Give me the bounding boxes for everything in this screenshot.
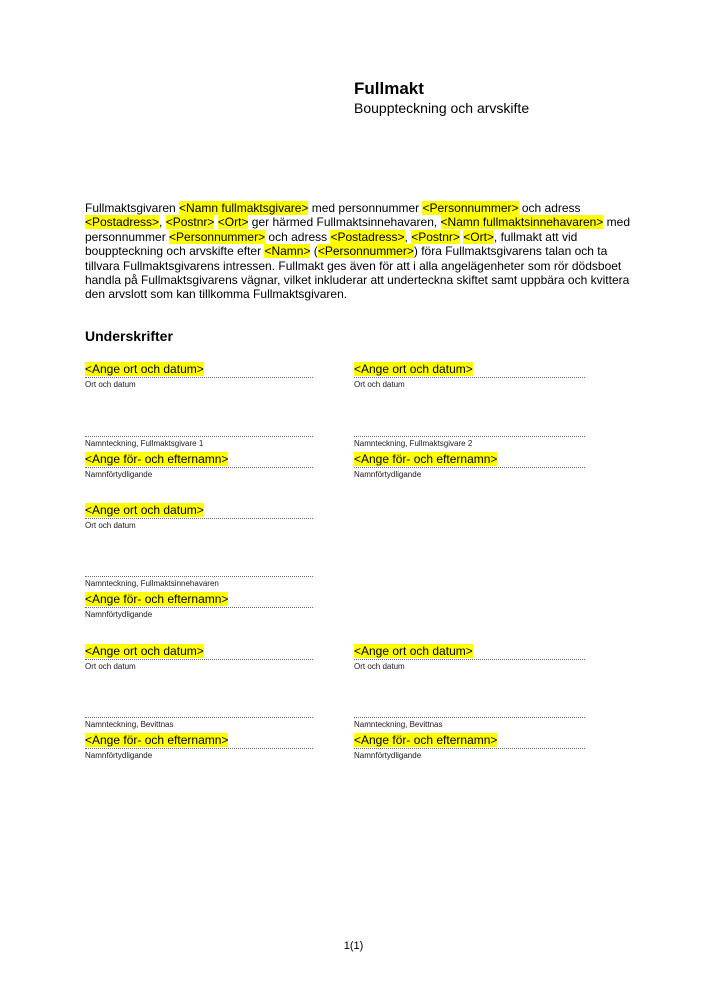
body-text-segment: ) föra Fullmaktsgivarens talan och ta tillvara Fullmaktsgivarens intressen. Fullmakt ges även för att i alla angelägenheter som rör dödsboet handla på Fullmaktsgivarens vägnar, vilket inkluderar att underteckna skiftet samt uppbära och kvittera den arvslott som kan tillkomma Fullmaktsgivaren. bbox=[85, 244, 630, 302]
page-number: 1(1) bbox=[343, 940, 364, 952]
field-label: Namnteckning, Bevittnas bbox=[354, 720, 443, 729]
field-label: Namnförtydligande bbox=[85, 751, 153, 760]
name-clarification-line bbox=[85, 592, 313, 608]
body-text-segment: ( bbox=[310, 244, 318, 259]
placeholder-highlight[interactable]: <Ange för- och efternamn> bbox=[85, 592, 229, 606]
field-label: Ort och datum bbox=[85, 380, 136, 389]
body-text-segment: och adress bbox=[265, 229, 331, 244]
field-label: Namnförtydligande bbox=[85, 470, 153, 479]
signature-line bbox=[85, 436, 313, 437]
signature-line bbox=[354, 717, 585, 718]
placeholder-highlight[interactable]: <Ange ort och datum> bbox=[85, 362, 204, 376]
name-clarification-line bbox=[85, 733, 313, 749]
placeholder-highlight[interactable]: <Ange ort och datum> bbox=[354, 644, 473, 658]
signature-field-date-givare-1 bbox=[85, 362, 313, 389]
signature-field-name-vittne-2 bbox=[354, 717, 585, 760]
name-clarification-line bbox=[85, 452, 313, 468]
signature-field-name-innehavare bbox=[85, 576, 313, 619]
signature-field-date-innehavare bbox=[85, 503, 313, 530]
placeholder-highlight[interactable]: <Ort> bbox=[463, 229, 494, 244]
field-label: Ort och datum bbox=[85, 662, 136, 671]
placeholder-highlight[interactable]: <Ange ort och datum> bbox=[85, 503, 204, 517]
placeholder-highlight[interactable]: <Ange ort och datum> bbox=[85, 644, 204, 658]
signature-field-date-vittne-2 bbox=[354, 644, 585, 671]
field-label: Namnteckning, Fullmaktsinnehavaren bbox=[85, 579, 219, 588]
placeholder-highlight[interactable]: <Personnummer> bbox=[317, 244, 414, 259]
field-label: Namnteckning, Bevittnas bbox=[85, 720, 174, 729]
placeholder-highlight[interactable]: <Personnummer> bbox=[422, 201, 519, 215]
field-label: Namnförtydligande bbox=[354, 751, 422, 760]
document-title: Fullmakt bbox=[354, 79, 424, 98]
placeholder-highlight[interactable]: <Postadress> bbox=[85, 215, 160, 230]
body-text-segment: , bbox=[404, 229, 412, 244]
placeholder-highlight[interactable]: <Namn> bbox=[264, 244, 311, 259]
signature-field-date-givare-2 bbox=[354, 362, 585, 389]
signature-line bbox=[354, 362, 585, 378]
body-text-segment: och adress bbox=[518, 201, 581, 215]
placeholder-highlight[interactable]: <Ange för- och efternamn> bbox=[354, 733, 498, 747]
signature-line bbox=[85, 503, 313, 519]
field-label: Ort och datum bbox=[354, 380, 405, 389]
signature-line bbox=[354, 644, 585, 660]
placeholder-highlight[interactable]: <Ange för- och efternamn> bbox=[354, 452, 498, 466]
field-label: Ort och datum bbox=[85, 521, 136, 530]
field-label: Namnteckning, Fullmaktsgivare 2 bbox=[354, 439, 473, 448]
signature-line bbox=[85, 717, 313, 718]
body-text-segment: ger härmed Fullmaktsinnehavaren, bbox=[248, 215, 441, 230]
placeholder-highlight[interactable]: <Ort> bbox=[217, 215, 249, 230]
underskrifter-heading: Underskrifter bbox=[85, 328, 173, 344]
signature-line bbox=[85, 576, 313, 577]
placeholder-highlight[interactable]: <Postnr> bbox=[411, 229, 460, 244]
name-clarification-line bbox=[354, 452, 585, 468]
placeholder-highlight[interactable]: <Ange för- och efternamn> bbox=[85, 733, 229, 747]
field-label: Namnförtydligande bbox=[85, 610, 153, 619]
body-text-segment: , bbox=[159, 215, 166, 230]
body-text-segment: med personnummer bbox=[85, 215, 630, 244]
body-text-segment: Fullmaktsgivaren bbox=[85, 201, 180, 215]
signature-line bbox=[354, 436, 585, 437]
placeholder-highlight[interactable]: <Ange ort och datum> bbox=[354, 362, 473, 376]
signature-line bbox=[85, 644, 313, 660]
body-text-segment: , fullmakt att vid bouppteckning och arvskifte efter bbox=[85, 229, 578, 259]
document-header bbox=[354, 78, 529, 117]
placeholder-highlight[interactable]: <Namn fullmaktsinnehavaren> bbox=[440, 215, 604, 230]
placeholder-highlight[interactable]: <Personnummer> bbox=[169, 229, 266, 244]
signature-line bbox=[85, 362, 313, 378]
body-text-segment: med personnummer bbox=[308, 201, 423, 215]
body-paragraph bbox=[85, 201, 635, 302]
placeholder-highlight[interactable]: <Postnr> bbox=[165, 215, 215, 230]
signature-field-date-vittne-1 bbox=[85, 644, 313, 671]
name-clarification-line bbox=[354, 733, 585, 749]
placeholder-highlight[interactable]: <Ange för- och efternamn> bbox=[85, 452, 229, 466]
placeholder-highlight[interactable]: <Postadress> bbox=[330, 229, 405, 244]
placeholder-highlight[interactable]: <Namn fullmaktsgivare> bbox=[179, 201, 309, 215]
document-subtitle: Bouppteckning och arvskifte bbox=[354, 100, 530, 116]
field-label: Ort och datum bbox=[354, 662, 405, 671]
signature-field-name-vittne-1 bbox=[85, 717, 313, 760]
signature-field-name-givare-1 bbox=[85, 436, 313, 479]
signature-field-name-givare-2 bbox=[354, 436, 585, 479]
field-label: Namnteckning, Fullmaktsgivare 1 bbox=[85, 439, 204, 448]
field-label: Namnförtydligande bbox=[354, 470, 422, 479]
